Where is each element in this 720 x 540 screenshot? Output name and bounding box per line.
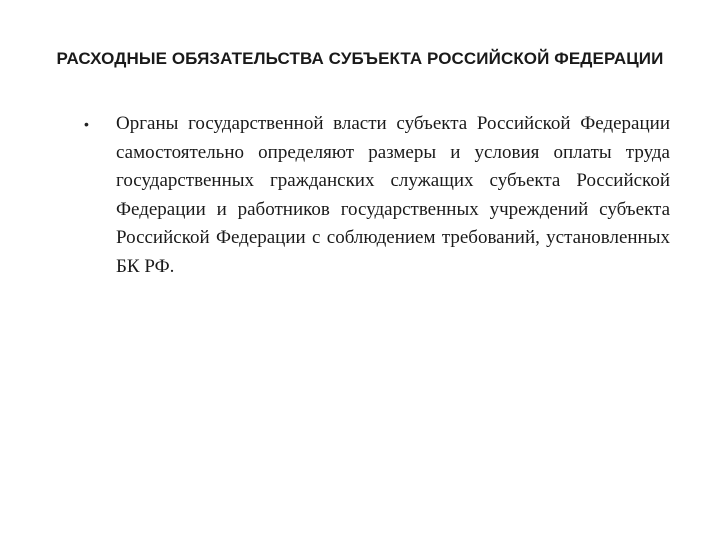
bullet-marker: • [84,116,89,132]
list-item [84,110,670,281]
slide-title: РАСХОДНЫЕ ОБЯЗАТЕЛЬСТВА СУБЪЕКТА РОССИЙСКОЙ ФЕДЕРАЦИИ [56,49,664,69]
bullet-list [84,110,670,281]
bullet-text: Органы государственной власти субъекта Российской Федерации самостоятельно определяют размеры и условия оплаты труда государственных гражданских служащих субъекта Российской Федерации и работников государственных учреждений субъекта Российской Федерации с соблюдением требований, установленных БК РФ. [116,113,670,277]
